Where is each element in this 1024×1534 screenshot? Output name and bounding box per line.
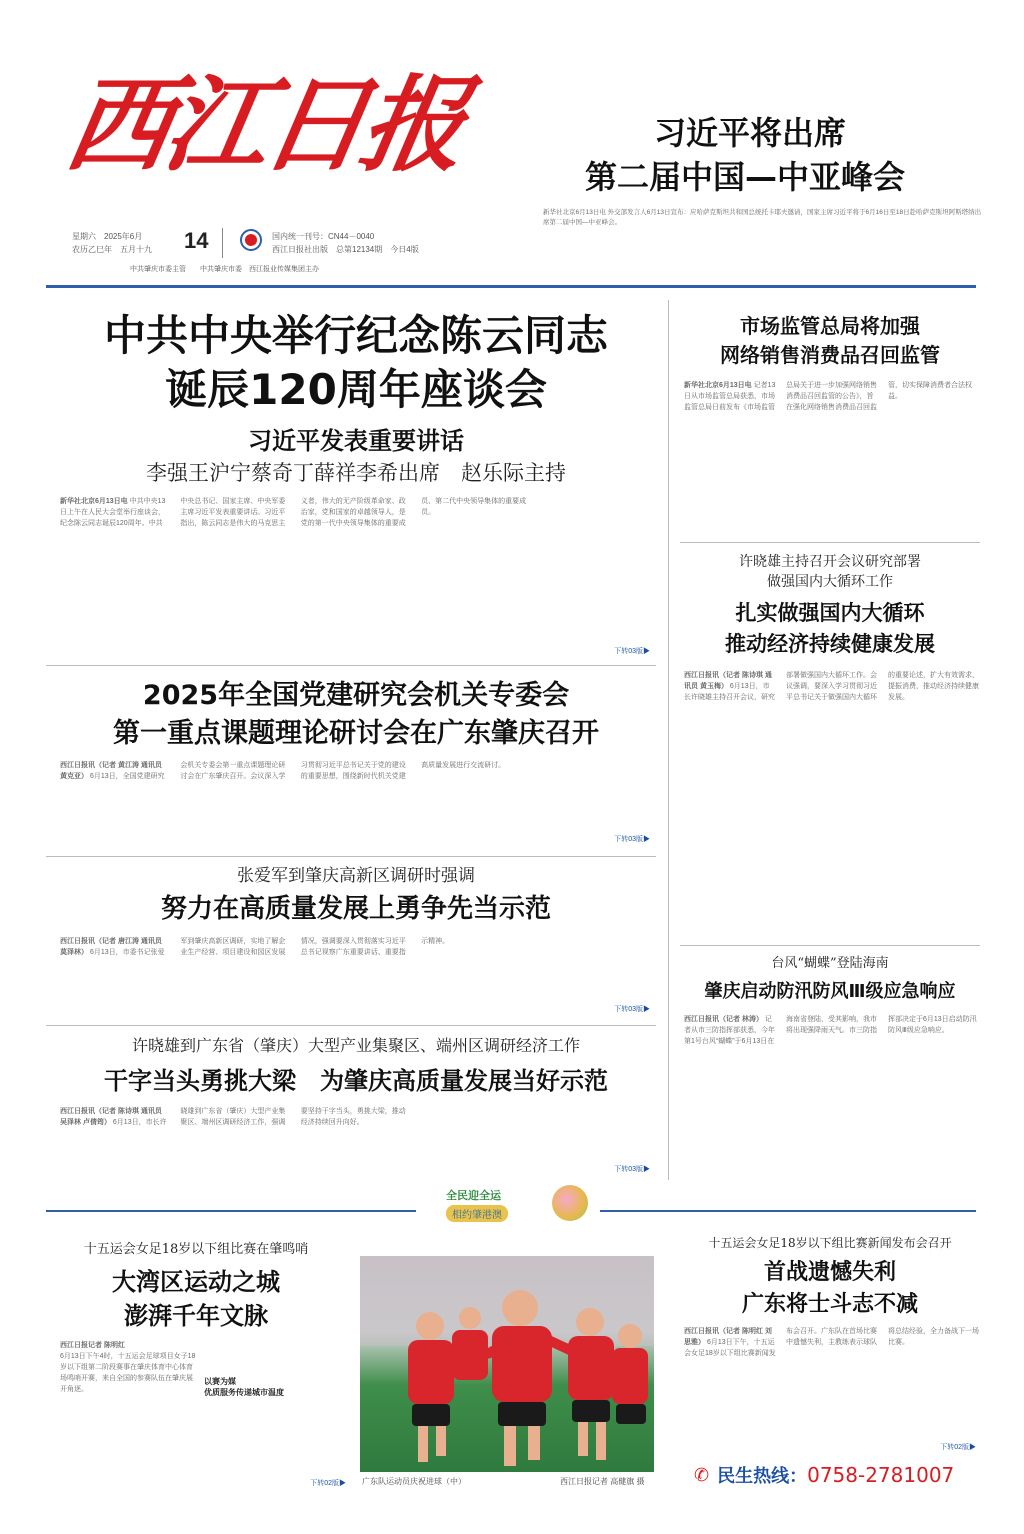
right3-body: [684, 1014, 980, 1174]
date-line-2: 农历乙巳年 五月十九: [72, 245, 152, 254]
games-banner: [440, 1183, 590, 1233]
sports2-body-text: 6月13日下午，十五运会女足18岁以下组比赛新闻发布会召开。广东队在首场比赛中遗憾失利，主教练表示球队将总结经验，全力备战下一场比赛。: [684, 1328, 979, 1357]
sports2-body: [684, 1326, 980, 1446]
right2-headline-1[interactable]: 扎实做强国内大循环: [735, 601, 925, 625]
right1-body-text: 记者13日从市场监管总局获悉，市场监管总局日前发布《市场监管总局关于进一步加强网络销售消费品召回监管的公告》，旨在强化网络销售消费品召回监管，切实保障消费者合法权益。: [684, 382, 972, 411]
lead-body: [60, 496, 650, 654]
story4-kicker: 许晓雄到广东省（肇庆）大型产业集聚区、端州区调研经济工作: [131, 1036, 580, 1055]
masthead-title: 西江日报: [57, 63, 471, 186]
right1-headline-2[interactable]: 网络销售消费品召回监管: [720, 343, 940, 367]
top-story-headline-2[interactable]: 第二届中国—中亚峰会: [584, 158, 905, 196]
story4-more-link[interactable]: 下转03版▶: [614, 1166, 650, 1173]
top-story-summary: 新华社北京6月13日电 外交部发言人6月13日宣布：应哈萨克斯坦共和国总统托卡耶夫邀请，国家主席习近平将于6月16日至18日赴哈萨克斯坦阿斯塔纳出席第二届中国—中亚峰会。: [543, 209, 982, 226]
sports1-sidebar-title-2: 优质服务传递城市温度: [204, 1388, 284, 1397]
story2-headline-1[interactable]: 2025年全国党建研究会机关专委会: [142, 680, 570, 711]
story2-dateline: 西江日报讯（记者 黄江涛 通讯员 黄克亚）: [60, 762, 162, 780]
right1-body: [684, 380, 980, 530]
sports1-kicker: 十五运会女足18岁以下组比赛在肇鸣哨: [83, 1242, 309, 1257]
sports1-headline-2[interactable]: 澎湃千年文脉: [124, 1302, 268, 1330]
right2-kicker-2: 做强国内大循环工作: [767, 574, 893, 590]
story4-headline[interactable]: 干字当头勇挑大梁 为肇庆高质量发展当好示范: [104, 1067, 608, 1095]
sports1-byline: 西江日报记者 陈明红: [60, 1342, 125, 1349]
lead-subhead-1: 习近平发表重要讲话: [248, 427, 464, 455]
banner-line-2: 相约肇港澳: [446, 1205, 508, 1222]
lead-body-text: 中共中央13日上午在人民大会堂举行座谈会，纪念陈云同志诞辰120周年。中共中央总书记、国家主席、中央军委主席习近平发表重要讲话。习近平指出，陈云同志是伟大的马克思主义者，伟大的无产阶级革命家、政治家，党和国家的卓越领导人，是党的第一代中央领导集体的重要成员、第二代中央领导集体的重要成员。: [60, 498, 527, 527]
right3-dateline: 西江日报讯（记者 林涛）: [684, 1016, 763, 1023]
right3-kicker: 台风“蝴蝶”登陆海南: [771, 956, 889, 971]
masthead-rule: [46, 285, 976, 288]
right1-dateline: 新华社北京6月13日电: [684, 382, 752, 389]
banner-line-1: 全民迎全运: [446, 1189, 501, 1202]
story2-more-link[interactable]: 下转03版▶: [614, 836, 650, 843]
right2-dateline: 西江日报讯（记者 陈诗琪 通讯员 黄玉梅）: [684, 672, 772, 690]
story4-body: [60, 1106, 650, 1170]
sports-photo[interactable]: [360, 1256, 654, 1472]
right2-headline-2[interactable]: 推动经济持续健康发展: [725, 632, 935, 656]
right3-body-text: 记者从市三防指挥部获悉，今年第1号台风“蝴蝶”于6月13日在海南省登陆，受其影响，我市将出现强降雨天气。市三防指挥部决定于6月13日启动防汛防风Ⅲ级应急响应。: [684, 1016, 977, 1045]
sports1-headline-1[interactable]: 大湾区运动之城: [112, 1268, 280, 1296]
right2-kicker-1: 许晓雄主持召开会议研究部署: [739, 554, 921, 570]
lead-more-link[interactable]: 下转03版▶: [614, 648, 650, 655]
hotline-number[interactable]: 0758-2781007: [807, 1463, 955, 1487]
story3-headline[interactable]: 努力在高质量发展上勇争先当示范: [160, 894, 551, 924]
story3-more-link[interactable]: 下转03版▶: [614, 1006, 650, 1013]
story2-headline-2[interactable]: 第一重点课题理论研讨会在广东肇庆召开: [113, 718, 599, 749]
sports2-kicker: 十五运会女足18岁以下组比赛新闻发布会召开: [708, 1236, 952, 1250]
sports1-body-text: 6月13日下午4时，十五运会足球项目女子18岁以下组第二阶段赛事在肇庆体育中心体育场鸣哨开赛，来自全国的参赛队伍在肇庆展开角逐。: [60, 1353, 196, 1393]
top-story-headline-1[interactable]: 习近平将出席: [653, 114, 846, 152]
sports1-more-link[interactable]: 下转02版▶: [310, 1480, 346, 1487]
hotline-label: 民生热线：: [717, 1466, 808, 1487]
photo-credit: 西江日报记者 高健旗 摄: [560, 1477, 645, 1486]
lead-dateline: 新华社北京6月13日电: [60, 498, 128, 505]
phone-icon: ✆: [694, 1464, 710, 1486]
sports2-headline-2[interactable]: 广东将士斗志不减: [741, 1292, 918, 1317]
story2-body: [60, 760, 650, 842]
sports1-sidebar-title-1: 以赛为媒: [204, 1377, 236, 1386]
date-line-1: 星期六 2025年6月: [72, 232, 143, 241]
story3-dateline: 西江日报讯（记者 唐江涛 通讯员 莫泽林）: [60, 938, 162, 956]
lead-subhead-2: 李强王沪宁蔡奇丁薛祥李希出席 赵乐际主持: [146, 461, 566, 485]
sports2-more-link[interactable]: 下转02版▶: [940, 1444, 976, 1451]
story4-body-text: 6月13日，市长许晓雄到广东省（肇庆）大型产业集聚区、端州区调研经济工作，强调要坚持干字当头，勇挑大梁，推动经济持续回升向好。: [112, 1108, 406, 1126]
sports1-body: [60, 1340, 198, 1480]
story2-body-text: 6月13日，全国党建研究会机关专委会第一重点课题理论研讨会在广东肇庆召开。会议深入学习贯彻习近平总书记关于党的建设的重要思想，围绕新时代机关党建高质量发展进行交流研讨。: [89, 762, 506, 780]
issn-line-1: 国内统一刊号：CN44－0040: [272, 232, 375, 241]
story3-kicker: 张爱军到肇庆高新区调研时强调: [237, 866, 475, 886]
photo-caption: 广东队运动员庆祝进球（中）: [362, 1477, 466, 1486]
sports2-dateline: 西江日报讯（记者 陈明红 刘思雅）: [684, 1328, 772, 1346]
right3-headline[interactable]: 肇庆启动防汛防风Ⅲ级应急响应: [704, 981, 956, 1002]
story4-dateline: 西江日报讯（记者 陈诗琪 通讯员 吴泽林 卢倩筠）: [60, 1108, 162, 1126]
games-emblem-icon: [552, 1185, 588, 1221]
lead-headline-1[interactable]: 中共中央举行纪念陈云同志: [103, 311, 608, 360]
day-number: 14: [184, 228, 209, 253]
lead-headline-2[interactable]: 诞辰120周年座谈会: [165, 365, 547, 414]
logo-icon: [240, 229, 262, 251]
sports1-sidebar: [204, 1376, 350, 1398]
players-illustration: [360, 1256, 654, 1472]
issn-line-2: 西江日报社出版 总第12134期 今日4版: [272, 245, 419, 254]
right1-headline-1[interactable]: 市场监管总局将加强: [740, 314, 920, 338]
sports2-headline-1[interactable]: 首战遗憾失利: [763, 1260, 896, 1285]
right2-body: [684, 670, 980, 932]
sponsor-line: 中共肇庆市委主管 中共肇庆市委 西江报业传媒集团主办: [130, 266, 319, 273]
hotline[interactable]: [694, 1462, 984, 1490]
story3-body-text: 6月13日，市委书记张爱军到肇庆高新区调研，实地了解企业生产经营、项目建设和园区发展情况，强调要深入贯彻落实习近平总书记视察广东重要讲话、重要指示精神。: [89, 938, 450, 956]
right2-body-text: 6月13日，市长许晓雄主持召开会议，研究部署做强国内大循环工作。会议强调，要深入学习贯彻习近平总书记关于做强国内大循环的重要论述，扩大有效需求，提振消费，推动经济持续健康发展。: [684, 672, 979, 701]
story3-body: [60, 936, 650, 1012]
